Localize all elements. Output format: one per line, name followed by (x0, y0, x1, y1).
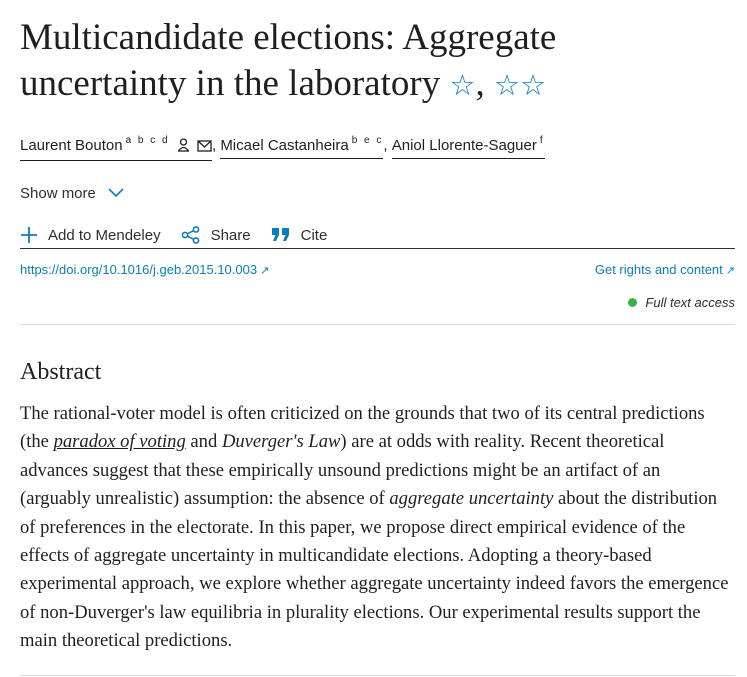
show-more-button[interactable] (20, 185, 735, 202)
doi-text: https://doi.org/10.1016/j.geb.2015.10.003 (20, 262, 258, 277)
cite-label: Cite (300, 226, 328, 244)
footnote-double-star-icon[interactable]: ☆☆ (493, 68, 546, 102)
title-separator: , (475, 63, 485, 104)
abstract-emphasis: aggregate uncertainty (389, 488, 554, 510)
share-icon (181, 226, 201, 244)
abstract-text: about the distribution of preferences in the electorate. In this paper, we propose direct empirical evidence of the effects of aggregate uncertainty in multicandidate elections. Adopting a theory-based experimental approach, we explore whether aggregate uncertainty indeed favors the emergence of non-Duverger's law equilibria in plurality elections. Our experimental results support the main theoretical predictions. (20, 488, 729, 652)
abstract-text: ) are at odds with reality. Recent theoretical advances suggest that these empirically unsound predictions might be an artifact of an (arguably unrealistic) assumption: the absence of (20, 431, 665, 510)
rights-text: Get rights and content (594, 262, 723, 277)
doi-link[interactable] (20, 262, 269, 277)
plus-icon (20, 226, 38, 244)
author-name: Laurent Bouton (20, 137, 123, 154)
abstract-heading: Abstract (20, 359, 102, 385)
cite-button[interactable] (271, 227, 328, 244)
abstract-emphasis: Duverger's Law (221, 431, 341, 453)
author-link[interactable] (220, 130, 383, 159)
abstract-text: The rational-voter model is often criticized on the grounds that two of its central predictions (the (20, 403, 705, 453)
author-link[interactable] (20, 130, 212, 161)
access-indicator (628, 295, 735, 310)
author-list (20, 130, 735, 161)
author-separator: , (211, 137, 217, 154)
author-affiliations: b e c (351, 135, 384, 146)
author-link[interactable] (392, 130, 545, 159)
external-link-icon: ↗ (260, 265, 270, 277)
abstract-body (20, 400, 735, 656)
footnote-star-icon[interactable]: ☆ (449, 68, 476, 102)
author-name: Micael Castanheira (220, 137, 349, 154)
add-to-mendeley-button[interactable] (20, 226, 161, 244)
article-actions (20, 226, 735, 244)
paradox-of-voting-link[interactable]: paradox of voting (53, 431, 186, 453)
divider (20, 248, 735, 249)
quote-icon (271, 227, 291, 243)
author-affiliations: a b c d (125, 135, 170, 146)
title-line-1: Multicandidate elections: Aggregate (20, 17, 557, 58)
abstract-text: and (185, 431, 222, 453)
share-label: Share (210, 226, 251, 244)
title-line-2: uncertainty in the laboratory (20, 63, 441, 104)
access-label: Full text access (645, 295, 735, 310)
divider (20, 324, 735, 325)
chevron-down-icon (108, 185, 124, 202)
article-title (20, 15, 735, 108)
author-separator: , (383, 137, 388, 154)
access-status-dot-icon (628, 298, 637, 307)
add-to-mendeley-label: Add to Mendeley (48, 226, 161, 244)
show-more-label: Show more (20, 185, 96, 202)
article-header (20, 0, 735, 244)
share-button[interactable] (181, 226, 251, 244)
author-affiliations: f (539, 135, 545, 146)
divider (20, 675, 735, 676)
person-icon (177, 137, 190, 159)
author-name: Aniol Llorente-Saguer (391, 137, 537, 154)
mail-icon (197, 137, 212, 159)
rights-link[interactable] (595, 262, 735, 277)
external-link-icon: ↗ (725, 265, 735, 277)
